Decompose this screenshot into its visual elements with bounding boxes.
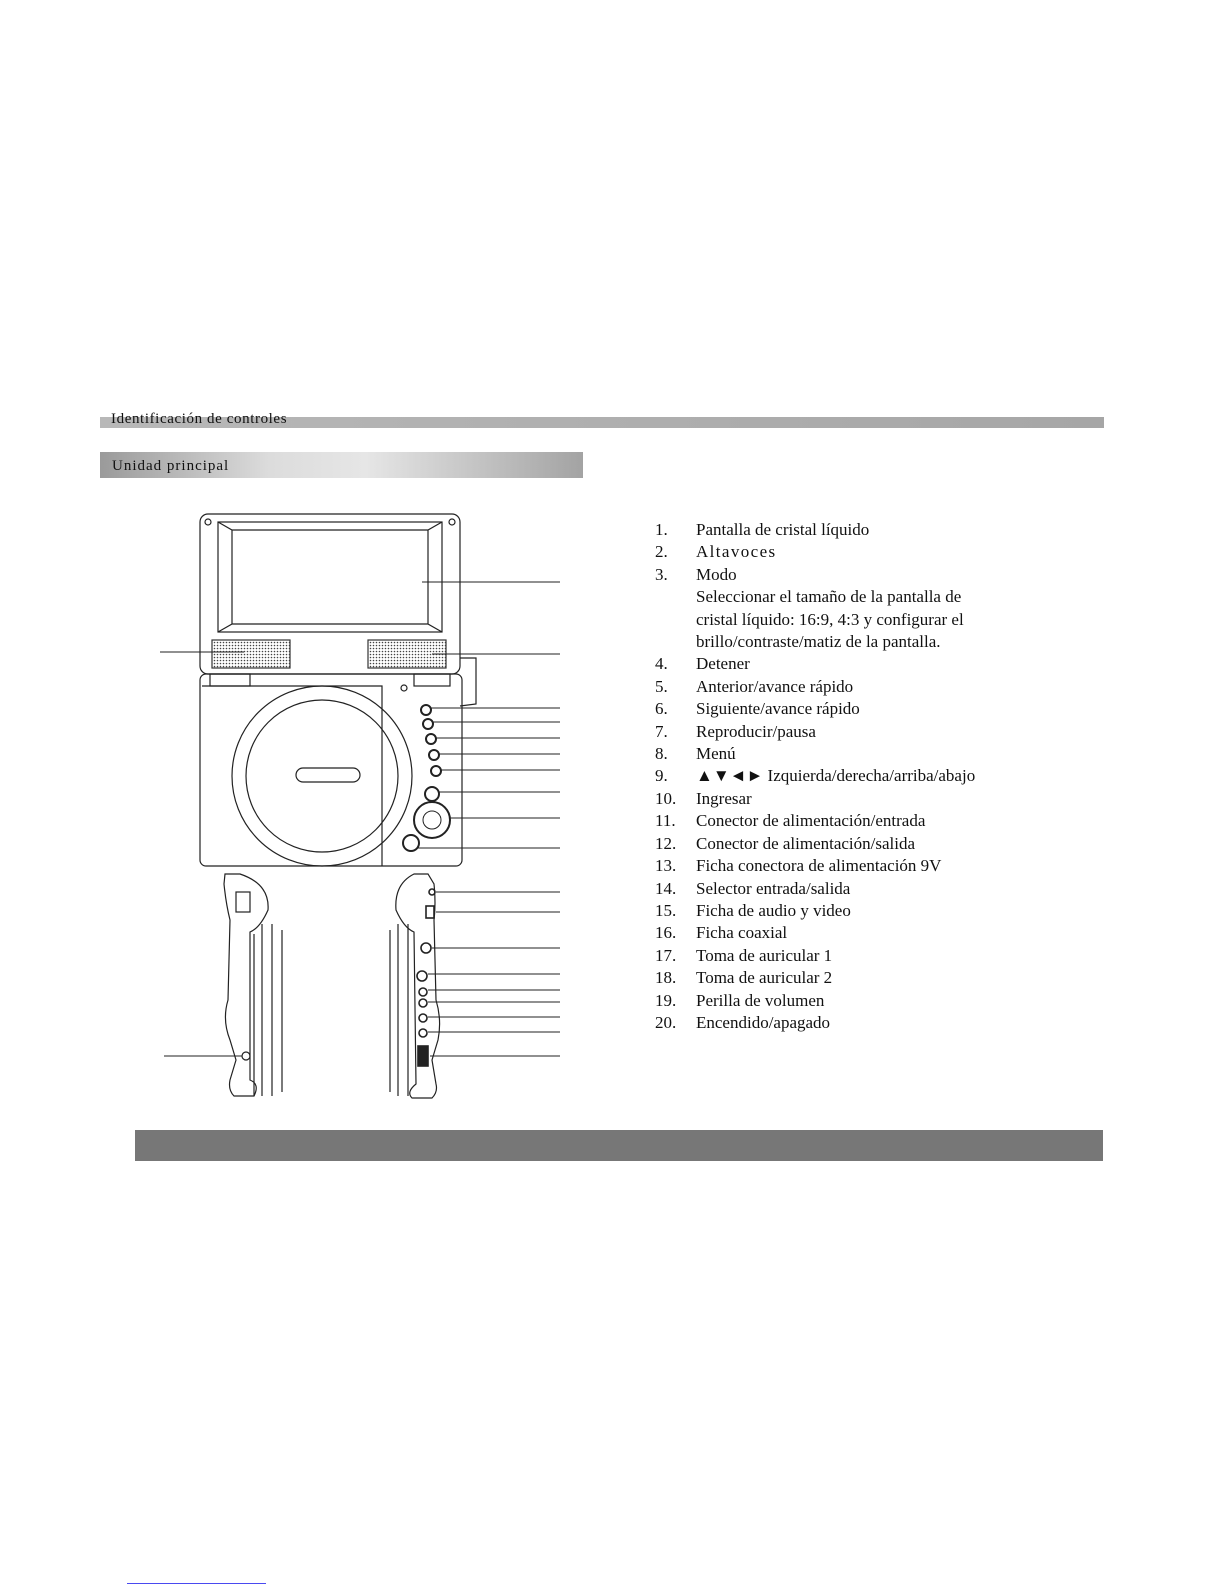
next-button bbox=[429, 750, 439, 760]
side-layers bbox=[254, 924, 282, 1096]
list-item: 4. Detener bbox=[655, 654, 750, 674]
list-item: 3. Modo bbox=[655, 564, 737, 584]
power-out-jack bbox=[426, 906, 434, 918]
footer-bar bbox=[135, 1130, 1103, 1161]
list-item: brillo/contraste/matiz de la pantalla. bbox=[696, 632, 941, 652]
side-volume-wheel bbox=[236, 892, 250, 912]
list-item: 16. Ficha coaxial bbox=[655, 923, 788, 943]
section-title: Identificación de controles bbox=[111, 411, 288, 427]
headphone-jack-2 bbox=[419, 1029, 427, 1037]
play-pause-button bbox=[431, 766, 441, 776]
latch-left bbox=[210, 674, 250, 686]
subsection-title: Unidad principal bbox=[112, 458, 230, 474]
disc-lid-outer bbox=[232, 686, 412, 866]
latch-right bbox=[414, 674, 450, 686]
list-item: 7. Reproducir/pausa bbox=[655, 721, 816, 741]
list-item: 15. Ficha de audio y video bbox=[655, 900, 851, 920]
list-item: 8. Menú bbox=[655, 744, 736, 764]
screen-bezel bbox=[218, 522, 442, 632]
lid-screw bbox=[449, 519, 455, 525]
list-item: 20. Encendido/apagado bbox=[655, 1012, 831, 1032]
list-item: 10. Ingresar bbox=[655, 788, 752, 808]
headphone-jack-1 bbox=[419, 1014, 427, 1022]
list-item: 1. Pantalla de cristal líquido bbox=[655, 520, 870, 539]
tray-edge bbox=[202, 686, 382, 866]
navigation-pad bbox=[414, 802, 450, 838]
list-item: 9. ▲▼◄► Izquierda/derecha/arriba/abajo bbox=[655, 766, 976, 786]
list-item: 14. Selector entrada/salida bbox=[655, 878, 851, 898]
av-jack bbox=[419, 988, 427, 996]
list-item: 5. Anterior/avance rápido bbox=[655, 676, 854, 696]
list-item: 19. Perilla de volumen bbox=[655, 990, 825, 1010]
controls-list bbox=[655, 519, 1056, 1034]
selector-switch bbox=[417, 971, 427, 981]
list-item: 13. Ficha conectora de alimentación 9V bbox=[655, 856, 942, 876]
list-item: 2. Altavoces bbox=[655, 542, 777, 562]
list-item: 17. Toma de auricular 1 bbox=[655, 945, 833, 965]
list-item: 6. Siguiente/avance rápido bbox=[655, 699, 860, 719]
base-unit bbox=[200, 674, 462, 866]
dvd-player-diagram bbox=[150, 500, 560, 1110]
list-item: Seleccionar el tamaño de la pantalla de bbox=[696, 587, 962, 607]
list-item: 18. Toma de auricular 2 bbox=[655, 968, 833, 988]
stop-button bbox=[423, 719, 433, 729]
lid-screw bbox=[205, 519, 211, 525]
bottom-link-underline bbox=[127, 1583, 266, 1584]
coaxial-jack bbox=[419, 999, 427, 1007]
side-layers bbox=[390, 924, 408, 1096]
power-knob bbox=[403, 835, 419, 851]
disc-lid-inner bbox=[246, 700, 398, 852]
lcd-screen bbox=[218, 522, 442, 632]
side-jack bbox=[242, 1052, 250, 1060]
list-item: 11. Conector de alimentación/entrada bbox=[655, 811, 926, 831]
list-item: 12. Conector de alimentación/salida bbox=[655, 833, 916, 853]
dc-jack bbox=[421, 943, 431, 953]
disc-lid-release bbox=[296, 768, 360, 782]
menu-button bbox=[425, 787, 439, 801]
mode-button bbox=[421, 705, 431, 715]
volume-knob bbox=[418, 1046, 428, 1066]
previous-button bbox=[426, 734, 436, 744]
indicator-led bbox=[401, 685, 407, 691]
list-item: cristal líquido: 16:9, 4:3 y configurar el bbox=[696, 609, 964, 629]
speaker-left bbox=[212, 640, 290, 668]
enter-button bbox=[423, 811, 441, 829]
